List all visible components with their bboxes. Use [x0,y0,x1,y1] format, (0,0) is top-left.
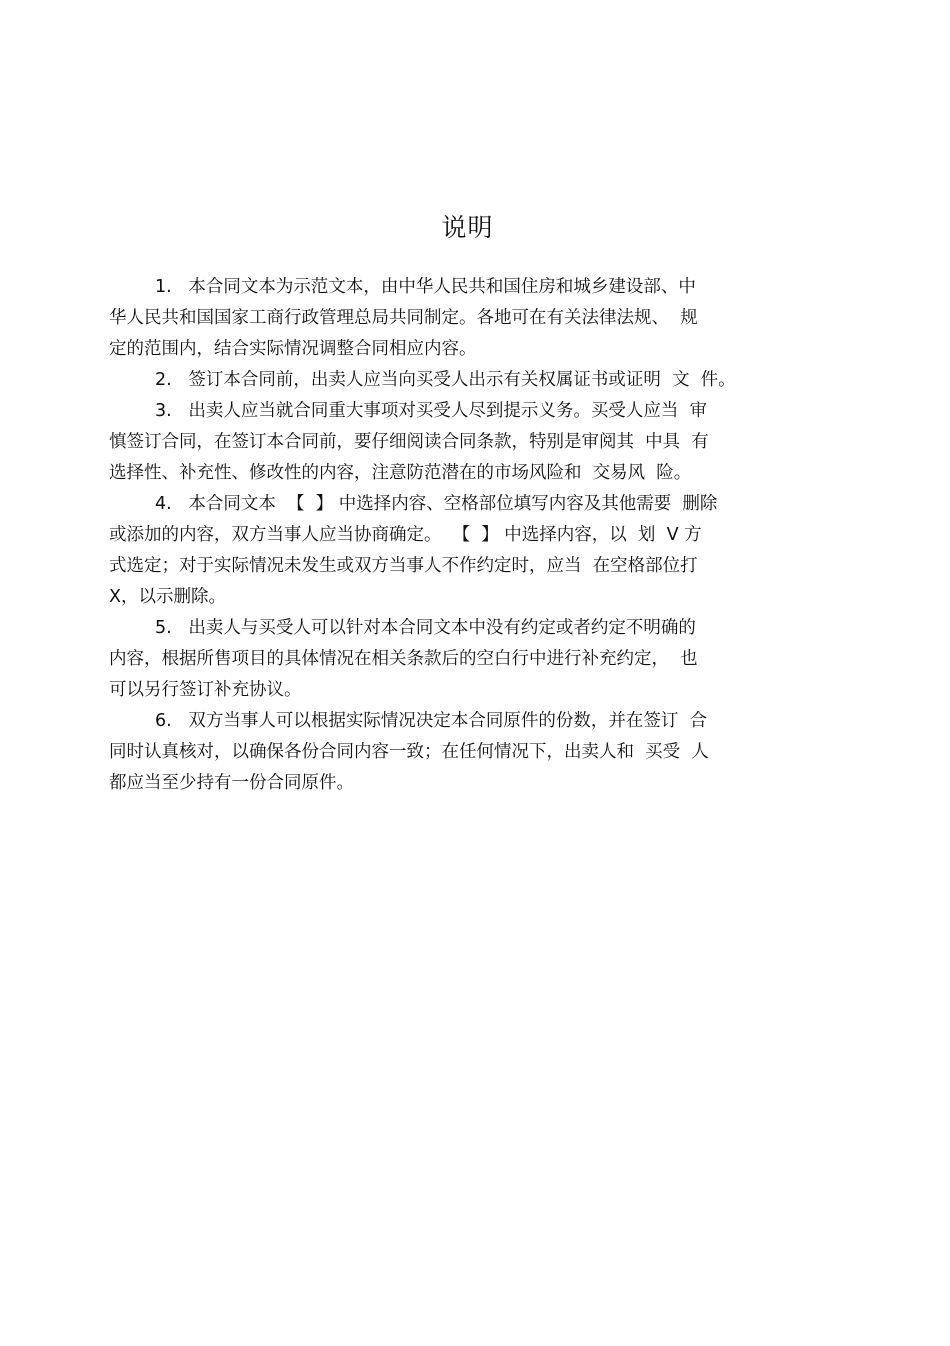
paragraph-line: 5. 出卖人与买受人可以针对本合同文本中没有约定或者约定不明确的 [155,618,696,638]
paragraph-line: 2. 签订本合同前，出卖人应当向买受人出示有关权属证书或证明 文 件。 [155,370,736,390]
paragraph-line: 内容，根据所售项目的具体情况在相关条款后的空白行中进行补充约定， 也 [109,649,698,669]
paragraph-line: X，以示删除。 [109,587,226,607]
paragraph-3 [109,396,839,489]
paragraph-1 [109,272,839,365]
paragraph-line: 华人民共和国国家工商行政管理总局共同制定。各地可在有关法律法规、 规 [109,308,698,328]
paragraph-line: 都应当至少持有一份合同原件。 [109,773,354,793]
paragraph-line: 选择性、补充性、修改性的内容，注意防范潜在的市场风险和 交易风 险。 [109,463,692,483]
paragraph-line: 4. 本合同文本 【 】 中选择内容、空格部位填写内容及其他需要 删除 [155,494,718,514]
paragraph-2 [109,365,839,396]
paragraph-line: 式选定；对于实际情况未发生或双方当事人不作约定时，应当 在空格部位打 [109,556,698,576]
paragraph-line: 可以另行签订补充协议。 [109,680,302,700]
instructions-body [109,272,839,799]
paragraph-6 [109,706,839,799]
paragraph-line: 定的范围内，结合实际情况调整合同相应内容。 [109,339,477,359]
paragraph-5 [109,613,839,706]
paragraph-line: 同时认真核对，以确保各份合同内容一致；在任何情况下，出卖人和 买受 人 [109,742,709,762]
paragraph-line: 1. 本合同文本为示范文本，由中华人民共和国住房和城乡建设部、中 [155,277,696,297]
paragraph-4 [109,489,839,613]
page-title: 说明 [441,213,494,242]
paragraph-line: 或添加的内容，双方当事人应当协商确定。 【 】 中选择内容，以 划 V 方 [109,525,702,545]
paragraph-line: 慎签订合同，在签订本合同前，要仔细阅读合同条款，特别是审阅其 中具 有 [109,432,709,452]
paragraph-line: 3. 出卖人应当就合同重大事项对买受人尽到提示义务。买受人应当 审 [155,401,708,421]
paragraph-line: 6. 双方当事人可以根据实际情况决定本合同原件的份数，并在签订 合 [155,711,708,731]
